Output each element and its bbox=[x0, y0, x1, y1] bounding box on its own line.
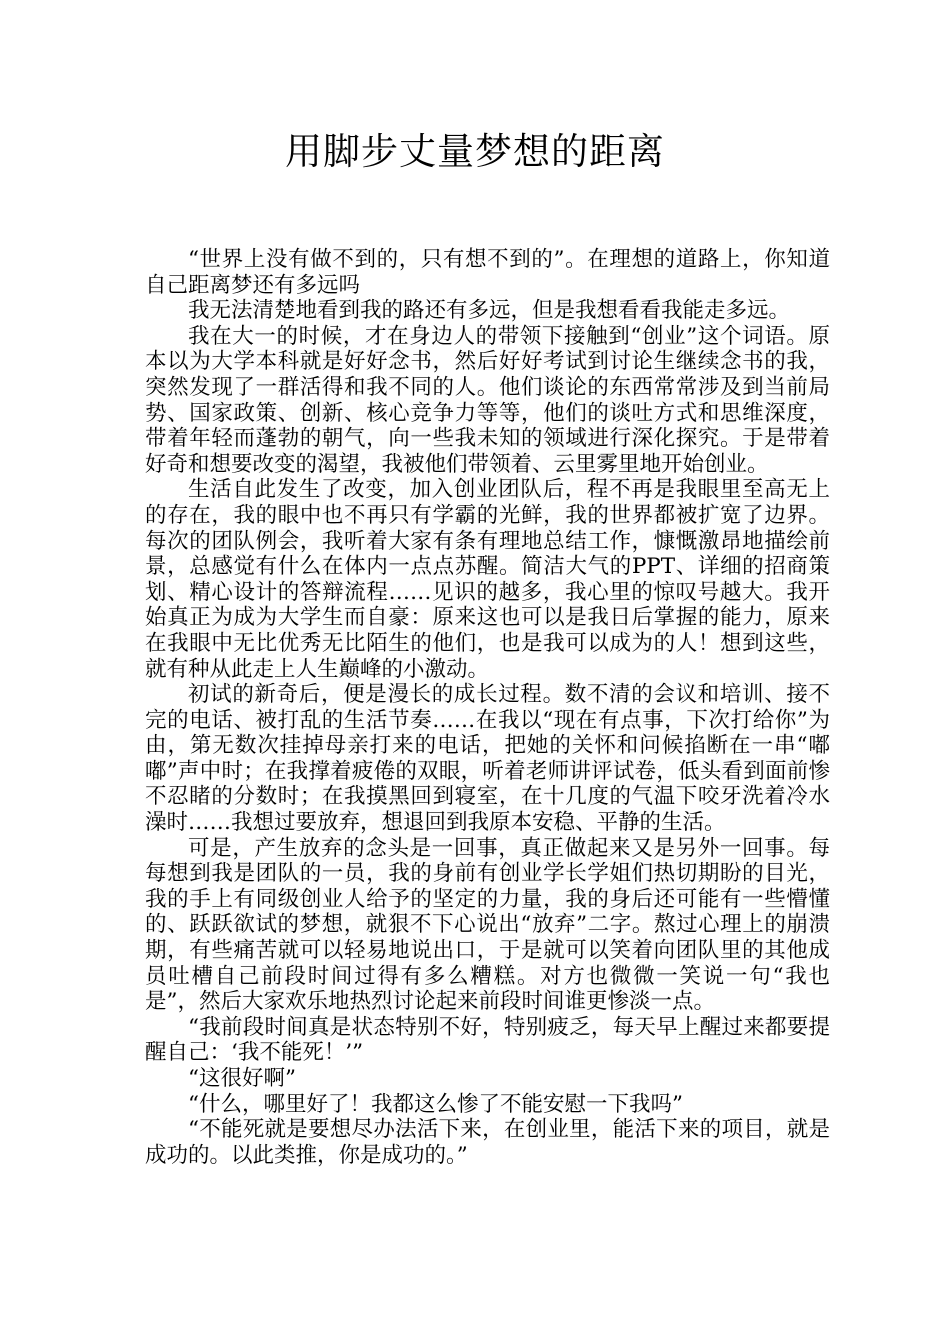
page-title: 用脚步丈量梦想的距离 bbox=[285, 130, 665, 173]
paragraph: “我前段时间真是状态特别不好，特别疲乏，每天早上醒过来都要提醒自己：‘我不能死！’” bbox=[145, 1014, 830, 1066]
paragraph: “这很好啊” bbox=[188, 1066, 296, 1091]
article-body bbox=[145, 247, 830, 1168]
paragraph: “世界上没有做不到的，只有想不到的”。在理想的道路上，你知道自己距离梦还有多远吗 bbox=[145, 247, 830, 298]
paragraph: 生活自此发生了改变，加入创业团队后，程不再是我眼里至高无上的存在，我的眼中也不再只有学霸的光鲜，我的世界都被扩宽了边界。每次的团队例会，我听着大家有条有理地总结工作，慷慨激昂地描绘前景，总感觉有什么在体内一点点苏醒。简洁大气的PPT、详细的招商策划、精心设计的答辩流程……见识的越多，我心里的惊叹号越大。我开始真正为成为大学生而自豪：原来这也可以是我日后掌握的能力，原来在我眼中无比优秀无比陌生的他们，也是我可以成为的人！想到这些，就有种从此走上人生巅峰的小激动。 bbox=[145, 477, 830, 682]
paragraph: “什么，哪里好了！我都这么惨了不能安慰一下我吗” bbox=[188, 1091, 683, 1117]
paragraph: “不能死就是要想尽办法活下来，在创业里，能活下来的项目，就是成功的。以此类推，你是成功的。” bbox=[145, 1117, 830, 1168]
paragraph: 我无法清楚地看到我的路还有多远，但是我想看看我能走多远。 bbox=[188, 298, 791, 324]
paragraph: 初试的新奇后，便是漫长的成长过程。数不清的会议和培训、接不完的电话、被打乱的生活节奏……在我以“现在有点事，下次打给你”为由，第无数次挂掉母亲打来的电话，把她的关怀和问候掐断在一串“嘟嘟”声中时；在我撑着疲倦的双眼，听着老师讲评试卷，低头看到面前惨不忍睹的分数时；在我摸黑回到寝室，在十几度的气温下咬牙洗着冷水澡时……我想过要放弃，想退回到我原本安稳、平静的生活。 bbox=[145, 682, 830, 836]
paragraph: 可是，产生放弃的念头是一回事，真正做起来又是另外一回事。每每想到我是团队的一员，我的身前有创业学长学姐们热切期盼的目光，我的手上有同级创业人给予的坚定的力量，我的身后还可能有一些懵懂的、跃跃欲试的梦想，就狠不下心说出“放弃”二字。熬过心理上的崩溃期，有些痛苦就可以轻易地说出口，于是就可以笑着向团队里的其他成员吐槽自己前段时间过得有多么糟糕。对方也微微一笑说一句“我也是”，然后大家欢乐地热烈讨论起来前段时间谁更惨淡一点。 bbox=[145, 835, 830, 1015]
paragraph: 我在大一的时候，才在身边人的带领下接触到“创业”这个词语。原本以为大学本科就是好好念书，然后好好考试到讨论生继续念书的我，突然发现了一群活得和我不同的人。他们谈论的东西常常涉及到当前局势、国家政策、创新、核心竞争力等等，他们的谈吐方式和思维深度，带着年轻而蓬勃的朝气，向一些我未知的领域进行深化探究。于是带着好奇和想要改变的渴望，我被他们带领着、云里雾里地开始创业。 bbox=[145, 323, 830, 477]
